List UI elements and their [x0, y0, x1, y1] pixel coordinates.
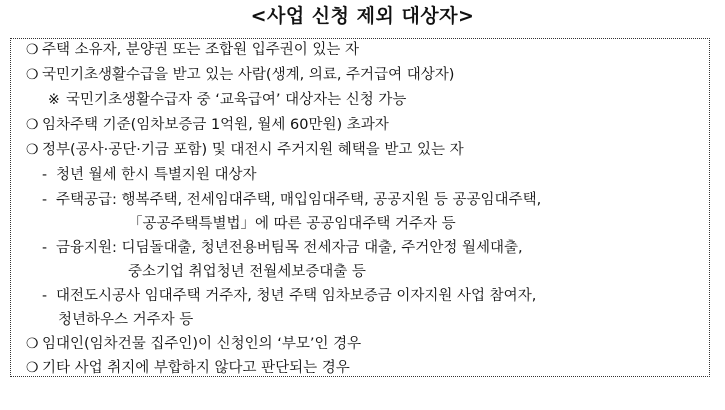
dash-bullet-icon: - [42, 192, 48, 208]
list-item-text: 주택 소유자, 분양권 또는 조합원 입주권이 있는 자 [42, 42, 360, 58]
sub-list-item-continuation: 중소기업 취업청년 전월세보증대출 등 [128, 264, 366, 280]
dash-bullet-icon: - [42, 288, 48, 304]
sub-list-item [42, 286, 536, 306]
circle-bullet-icon: ❍ [26, 42, 39, 58]
sub-list-item [42, 165, 257, 185]
sub-list-item-continuation: 「공공주택특별법」에 따른 공공임대주택 거주자 등 [128, 216, 456, 232]
list-item-text: 임차주택 기준(임차보증금 1억원, 월세 60만원) 초과자 [42, 117, 389, 133]
dash-bullet-icon: - [42, 167, 48, 183]
sub-list-item [42, 190, 541, 210]
circle-bullet-icon: ❍ [26, 360, 39, 376]
sub-list-item-text: 주택공급: 행복주택, 전세임대주택, 매입임대주택, 공공지원 등 공공임대주택, [56, 192, 542, 208]
list-item-text: 임대인(임차건물 집주인)이 신청인의 ‘부모’인 경우 [42, 336, 362, 352]
list-item-text: 기타 사업 취지에 부합하지 않다고 판단되는 경우 [42, 360, 350, 376]
note-text: 국민기초생활수급자 중 ‘교육급여’ 대상자는 신청 가능 [66, 92, 407, 108]
sub-list-item-continuation: 청년하우스 거주자 등 [58, 312, 194, 328]
list-item [26, 140, 464, 160]
list-item [26, 65, 454, 85]
list-item [26, 334, 361, 354]
sub-list-item-text: 청년 월세 한시 특별지원 대상자 [56, 167, 257, 183]
circle-bullet-icon: ❍ [26, 142, 39, 158]
list-item [26, 40, 359, 60]
list-item [26, 115, 389, 135]
reference-mark-icon: ※ [48, 92, 60, 108]
page-title: <사업 신청 제외 대상자> [250, 5, 475, 27]
sub-list-item-text: 금융지원: 디딤돌대출, 청년전용버팀목 전세자금 대출, 주거안정 월세대출, [56, 240, 523, 256]
circle-bullet-icon: ❍ [26, 336, 39, 352]
list-item [26, 358, 350, 378]
dash-bullet-icon: - [42, 240, 48, 256]
list-item-text: 국민기초생활수급을 받고 있는 사람(생계, 의료, 주거급여 대상자) [42, 67, 455, 83]
circle-bullet-icon: ❍ [26, 67, 39, 83]
sub-list-item [42, 238, 523, 258]
sub-list-item-text: 대전도시공사 임대주택 거주자, 청년 주택 임차보증금 이자지원 사업 참여자, [56, 288, 537, 304]
list-item-text: 정부(공사·공단·기금 포함) 및 대전시 주거지원 혜택을 받고 있는 자 [42, 142, 464, 158]
note-item [48, 90, 406, 110]
circle-bullet-icon: ❍ [26, 117, 39, 133]
